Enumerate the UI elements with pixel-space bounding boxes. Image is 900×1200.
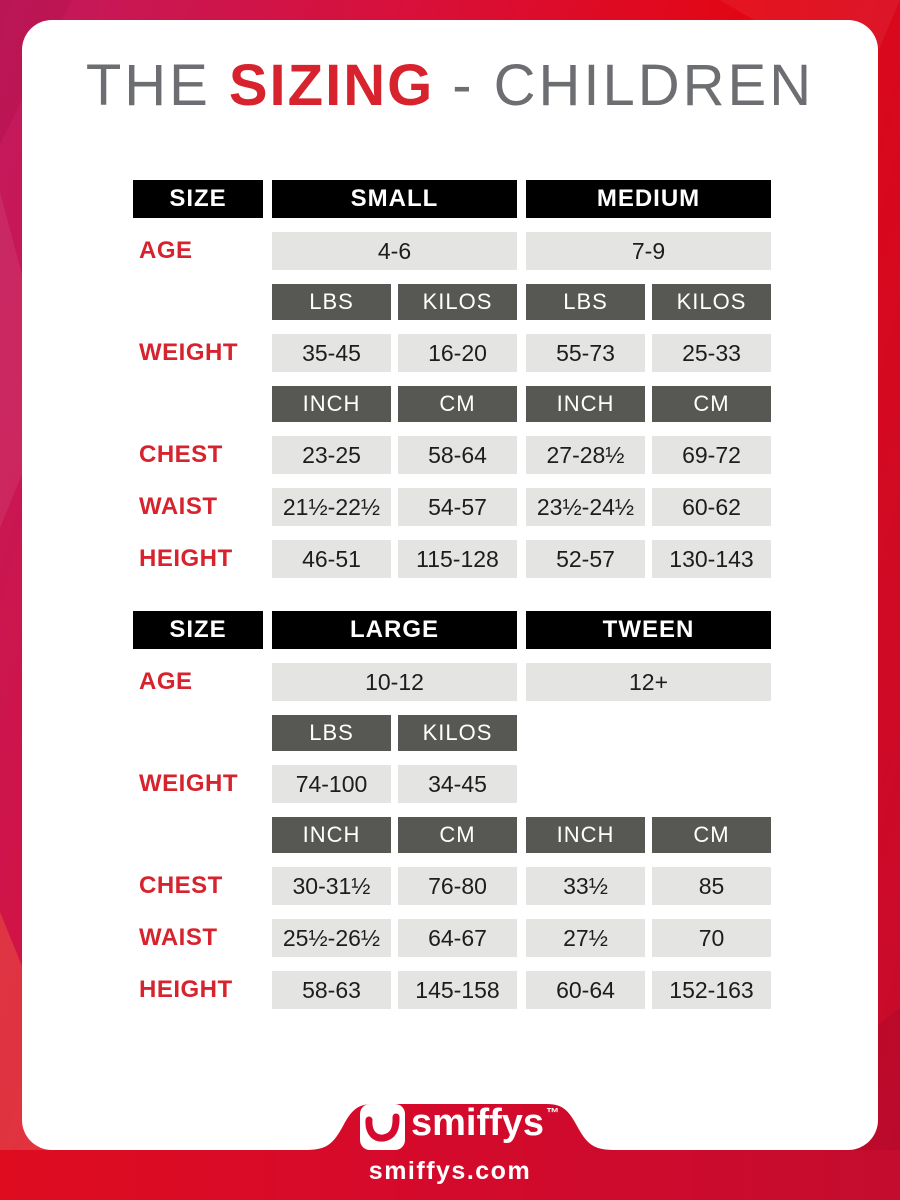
value-cell: 64-67 xyxy=(398,919,517,957)
value-cell: 25½-26½ xyxy=(272,919,391,957)
value-pair xyxy=(272,919,517,957)
table-header-row xyxy=(133,611,771,649)
value-cell: 23-25 xyxy=(272,436,391,474)
row-label-weight: WEIGHT xyxy=(139,770,238,797)
value-cell: 85 xyxy=(652,867,771,905)
unit-pair xyxy=(526,817,771,853)
row-label-waist: WAIST xyxy=(139,924,218,951)
value-cell: 21½-22½ xyxy=(272,488,391,526)
height-row xyxy=(133,971,771,1009)
unit-header-cell: INCH xyxy=(272,386,391,422)
row-label-age: AGE xyxy=(139,237,193,264)
spacer xyxy=(133,817,263,853)
value-cell: 60-64 xyxy=(526,971,645,1009)
value-cell: 12+ xyxy=(526,663,771,701)
age-row xyxy=(133,663,771,701)
title-suffix: - CHILDREN xyxy=(452,53,815,118)
value-cell: 145-158 xyxy=(398,971,517,1009)
unit-header-cell: INCH xyxy=(272,817,391,853)
value-cell: 35-45 xyxy=(272,334,391,372)
value-pair xyxy=(526,436,771,474)
spacer xyxy=(526,765,771,803)
age-row xyxy=(133,232,771,270)
waist-row xyxy=(133,488,771,526)
weight-units-row xyxy=(133,715,771,751)
unit-pair xyxy=(272,817,517,853)
unit-header-cell: CM xyxy=(398,817,517,853)
chest-row xyxy=(133,436,771,474)
unit-pair xyxy=(272,284,517,320)
value-cell: 70 xyxy=(652,919,771,957)
value-pair xyxy=(272,765,517,803)
spacer xyxy=(133,284,263,320)
value-pair xyxy=(272,436,517,474)
unit-pair xyxy=(272,715,517,751)
value-cell: 55-73 xyxy=(526,334,645,372)
title-highlight: SIZING xyxy=(228,53,435,118)
size-units-row xyxy=(133,386,771,422)
value-pair xyxy=(526,867,771,905)
unit-header-cell: INCH xyxy=(526,386,645,422)
trademark-symbol: ™ xyxy=(546,1105,560,1120)
value-cell: 152-163 xyxy=(652,971,771,1009)
value-cell: 60-62 xyxy=(652,488,771,526)
value-pair xyxy=(526,971,771,1009)
row-label-height: HEIGHT xyxy=(139,976,233,1003)
value-cell: 54-57 xyxy=(398,488,517,526)
value-pair xyxy=(272,971,517,1009)
spacer xyxy=(133,386,263,422)
column-header-large: LARGE xyxy=(272,611,517,649)
chest-row xyxy=(133,867,771,905)
unit-header-cell: CM xyxy=(652,386,771,422)
weight-row xyxy=(133,765,771,803)
unit-header-cell: KILOS xyxy=(398,284,517,320)
value-pair xyxy=(272,540,517,578)
value-pair xyxy=(272,867,517,905)
value-pair xyxy=(526,919,771,957)
value-cell: 4-6 xyxy=(272,232,517,270)
value-pair xyxy=(272,488,517,526)
row-label-chest: CHEST xyxy=(139,872,223,899)
value-cell: 27-28½ xyxy=(526,436,645,474)
size-header-cell: SIZE xyxy=(133,180,263,218)
size-header-cell: SIZE xyxy=(133,611,263,649)
weight-units-row xyxy=(133,284,771,320)
size-units-row xyxy=(133,817,771,853)
value-cell: 58-63 xyxy=(272,971,391,1009)
value-pair xyxy=(526,540,771,578)
unit-header-cell: KILOS xyxy=(652,284,771,320)
value-cell: 30-31½ xyxy=(272,867,391,905)
unit-header-cell: LBS xyxy=(272,284,391,320)
column-header-medium: MEDIUM xyxy=(526,180,771,218)
brand-name: smiffys xyxy=(411,1102,545,1144)
unit-header-cell: CM xyxy=(652,817,771,853)
value-cell: 16-20 xyxy=(398,334,517,372)
spacer xyxy=(526,715,771,751)
row-label-chest: CHEST xyxy=(139,441,223,468)
row-label-height: HEIGHT xyxy=(139,545,233,572)
spacer xyxy=(133,715,263,751)
value-cell: 23½-24½ xyxy=(526,488,645,526)
value-cell: 76-80 xyxy=(398,867,517,905)
value-cell: 74-100 xyxy=(272,765,391,803)
smiffys-logo-icon xyxy=(360,1104,405,1150)
value-cell: 58-64 xyxy=(398,436,517,474)
value-cell: 115-128 xyxy=(398,540,517,578)
weight-row xyxy=(133,334,771,372)
value-cell: 33½ xyxy=(526,867,645,905)
brand-wordmark xyxy=(411,1101,560,1147)
row-label-weight: WEIGHT xyxy=(139,339,238,366)
footer-domain: smiffys.com xyxy=(368,1157,532,1185)
value-cell: 25-33 xyxy=(652,334,771,372)
unit-pair xyxy=(272,386,517,422)
unit-header-cell: LBS xyxy=(526,284,645,320)
value-pair xyxy=(526,334,771,372)
table-header-row xyxy=(133,180,771,218)
unit-pair xyxy=(526,386,771,422)
value-cell: 46-51 xyxy=(272,540,391,578)
unit-header-cell: KILOS xyxy=(398,715,517,751)
value-cell: 34-45 xyxy=(398,765,517,803)
waist-row xyxy=(133,919,771,957)
unit-header-cell: CM xyxy=(398,386,517,422)
height-row xyxy=(133,540,771,578)
value-cell: 52-57 xyxy=(526,540,645,578)
value-cell: 10-12 xyxy=(272,663,517,701)
title-prefix: THE xyxy=(85,53,211,118)
page-title xyxy=(0,52,900,119)
size-table-small-medium xyxy=(133,180,771,592)
unit-header-cell: INCH xyxy=(526,817,645,853)
size-table-large-tween xyxy=(133,611,771,1023)
value-pair xyxy=(272,334,517,372)
value-pair xyxy=(526,488,771,526)
value-cell: 7-9 xyxy=(526,232,771,270)
value-cell: 27½ xyxy=(526,919,645,957)
column-header-tween: TWEEN xyxy=(526,611,771,649)
value-cell: 69-72 xyxy=(652,436,771,474)
value-cell: 130-143 xyxy=(652,540,771,578)
unit-header-cell: LBS xyxy=(272,715,391,751)
unit-pair xyxy=(526,284,771,320)
smile-icon xyxy=(360,1104,405,1150)
row-label-waist: WAIST xyxy=(139,493,218,520)
row-label-age: AGE xyxy=(139,668,193,695)
column-header-small: SMALL xyxy=(272,180,517,218)
